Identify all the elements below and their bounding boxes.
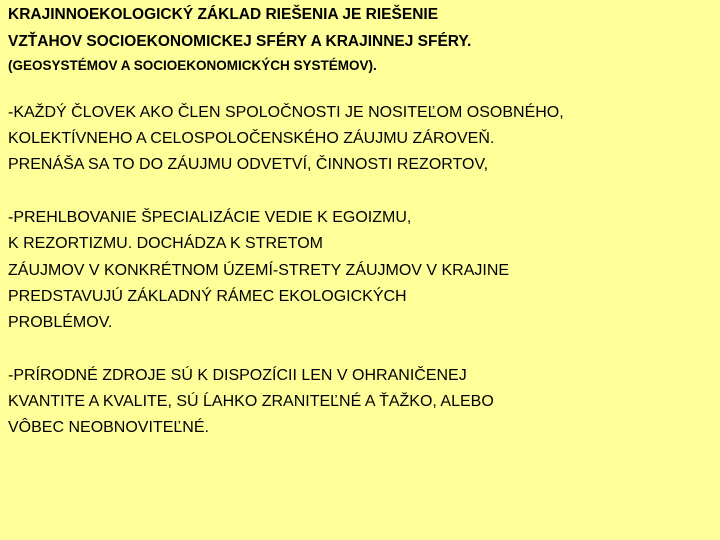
title-line-2: VZŤAHOV SOCIOEKONOMICKEJ SFÉRY A KRAJINNEJ SFÉRY. — [8, 33, 472, 50]
paragraph-3-line-2: KVANTITE A KVALITE, SÚ ĹAHKO ZRANITEĽNÉ A ŤAŽKO, ALEBO — [8, 393, 494, 410]
paragraph-1-line-3: PRENÁŠA SA TO DO ZÁUJMU ODVETVÍ, ČINNOSTI REZORTOV, — [8, 156, 489, 173]
paragraph-2-line-3: ZÁUJMOV V KONKRÉTNOM ÚZEMÍ-STRETY ZÁUJMOV V KRAJINE — [8, 262, 510, 279]
paragraph-3-line-3: VÔBEC NEOBNOVITEĽNÉ. — [8, 419, 209, 436]
paragraph-2-line-5: PROBLÉMOV. — [8, 314, 113, 331]
title-line-1: KRAJINNOEKOLOGICKÝ ZÁKLAD RIEŠENIA JE RIEŠENIE — [8, 6, 439, 23]
paragraph-3-line-1: -PRÍRODNÉ ZDROJE SÚ K DISPOZÍCII LEN V OHRANIČENEJ — [8, 367, 467, 384]
paragraph-2-line-4: PREDSTAVUJÚ ZÁKLADNÝ RÁMEC EKOLOGICKÝCH — [8, 288, 407, 305]
paragraph-1-line-2: KOLEKTÍVNEHO A CELOSPOLOČENSKÉHO ZÁUJMU ZÁROVEŇ. — [8, 130, 495, 147]
paragraph-2-line-1: -PREHLBOVANIE ŠPECIALIZÁCIE VEDIE K EGOIZMU, — [8, 209, 412, 226]
paragraph-2-line-2: K REZORTIZMU. DOCHÁDZA K STRETOM — [8, 235, 323, 252]
title-line-3: (GEOSYSTÉMOV A SOCIOEKONOMICKÝCH SYSTÉMOV). — [8, 58, 377, 73]
paragraph-1-line-1: -KAŽDÝ ČLOVEK AKO ČLEN SPOLOČNOSTI JE NOSITEĽOM OSOBNÉHO, — [8, 104, 564, 121]
